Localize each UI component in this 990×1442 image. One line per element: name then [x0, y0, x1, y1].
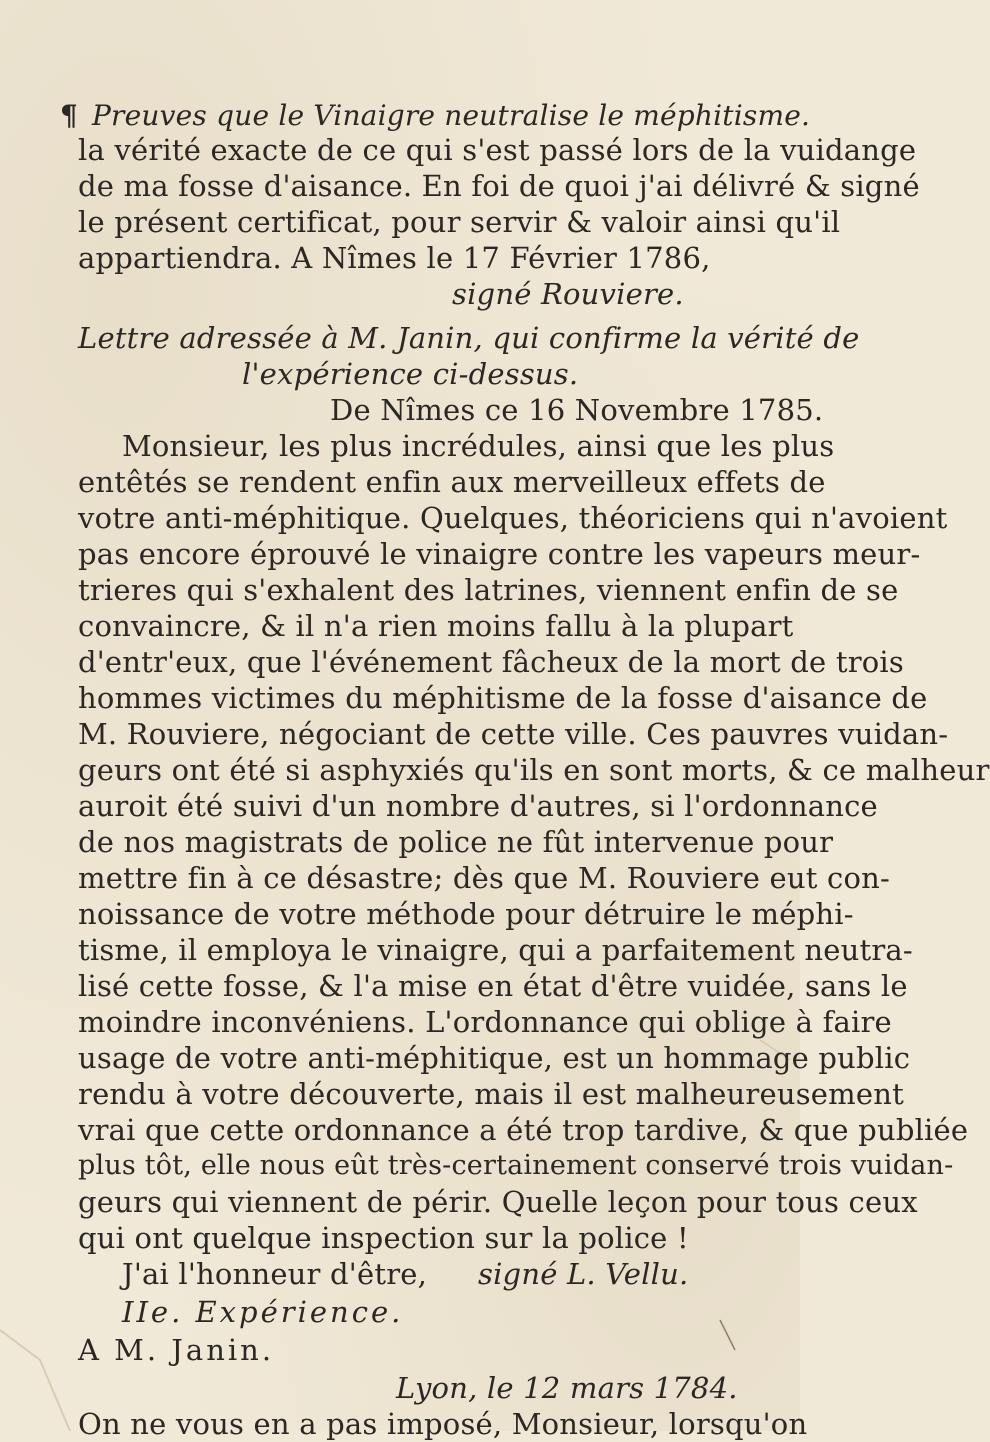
letter2-line-4: pas encore éprouvé le vinaigre contre les vapeurs meur- [78, 537, 921, 571]
section2-first-line: On ne vous en a pas imposé, Monsieur, lorsqu'on [78, 1407, 808, 1441]
letter2-line-1: Monsieur, les plus incrédules, ainsi que les plus [122, 429, 835, 463]
letter2-heading-text-1: Lettre adressée à M. Janin, qui confirme la vérité de [78, 321, 860, 355]
letter2-line-17: moindre inconvéniens. L'ordonnance qui oblige à faire [78, 1005, 892, 1039]
letter2-line-18: usage de votre anti-méphitique, est un hommage public [78, 1041, 911, 1075]
letter2-line-9: M. Rouviere, négociant de cette ville. Ces pauvres vuidan- [78, 717, 949, 751]
letter2-line-16: lisé cette fosse, & l'a mise en état d'être vuidée, sans le [78, 969, 908, 1003]
letter2-heading-line-2 [242, 356, 578, 392]
letter2-line-2: entêtés se rendent enfin aux merveilleux effets de [78, 465, 826, 499]
letter1-line-4: appartiendra. A Nîmes le 17 Février 1786, [78, 241, 711, 275]
letter1-signature [452, 276, 684, 312]
letter2-place-date: De Nîmes ce 16 Novembre 1785. [330, 393, 824, 427]
letter1-line-2: de ma fosse d'aisance. En foi de quoi j'ai délivré & signé [78, 169, 920, 203]
letter2-line-12: de nos magistrats de police ne fût intervenue pour [78, 825, 834, 859]
letter2-line-7: d'entr'eux, que l'événement fâcheux de la mort de trois [78, 645, 904, 679]
letter1-line-1: la vérité exacte de ce qui s'est passé lors de la vuidange [78, 133, 917, 167]
letter2-signature [478, 1256, 688, 1292]
letter2-closing: J'ai l'honneur d'être, [122, 1257, 428, 1291]
letter2-line-6: convaincre, & il n'a rien moins fallu à la plupart [78, 609, 794, 643]
letter2-heading-line-1 [78, 320, 860, 356]
letter2-line-13: mettre fin à ce désastre; dès que M. Rouviere eut con- [78, 861, 890, 895]
letter2-heading-text-2: l'expérience ci-dessus. [242, 357, 579, 391]
letter2-line-3: votre anti-méphitique. Quelques, théoriciens qui n'avoient [78, 501, 948, 535]
signature-rouviere: signé Rouviere. [452, 277, 684, 311]
letter2-line-10: geurs ont été si asphyxiés qu'ils en sont morts, & ce malheur [78, 753, 990, 787]
letter2-line-8: hommes victimes du méphitisme de la fosse d'aisance de [78, 681, 928, 715]
page-header [60, 98, 810, 134]
letter2-line-21: plus tôt, elle nous eût très-certainement conservé trois vuidan- [78, 1150, 954, 1181]
section2-addressee: A M. Janin. [78, 1333, 275, 1367]
letter2-line-5: trieres qui s'exhalent des latrines, viennent enfin de se [78, 573, 899, 607]
letter2-line-11: auroit été suivi d'un nombre d'autres, si l'ordonnance [78, 789, 878, 823]
letter2-line-14: noissance de votre méthode pour détruire le méphi- [78, 897, 854, 931]
section2-heading [122, 1294, 403, 1330]
letter1-line-3: le présent certificat, pour servir & valoir ainsi qu'il [78, 205, 841, 239]
signature-vellu: signé L. Vellu. [478, 1257, 689, 1291]
letter2-line-15: tisme, il employa le vinaigre, qui a parfaitement neutra- [78, 933, 913, 967]
section2-place-date-text: Lyon, le 12 mars 1784. [396, 1371, 738, 1405]
letter2-line-22: geurs qui viennent de périr. Quelle leçon pour tous ceux [78, 1185, 918, 1219]
running-title: Preuves que le Vinaigre neutralise le méphitisme. [92, 99, 811, 132]
section2-heading-text: IIe. Expérience. [122, 1295, 404, 1329]
letter2-line-23: qui ont quelque inspection sur la police ! [78, 1221, 689, 1255]
letter2-line-20: vrai que cette ordonnance a été trop tardive, & que publiée [78, 1113, 969, 1147]
pilcrow-mark: ¶ [60, 99, 79, 132]
letter2-line-19: rendu à votre découverte, mais il est malheureusement [78, 1077, 904, 1111]
section2-place-date [396, 1370, 738, 1406]
